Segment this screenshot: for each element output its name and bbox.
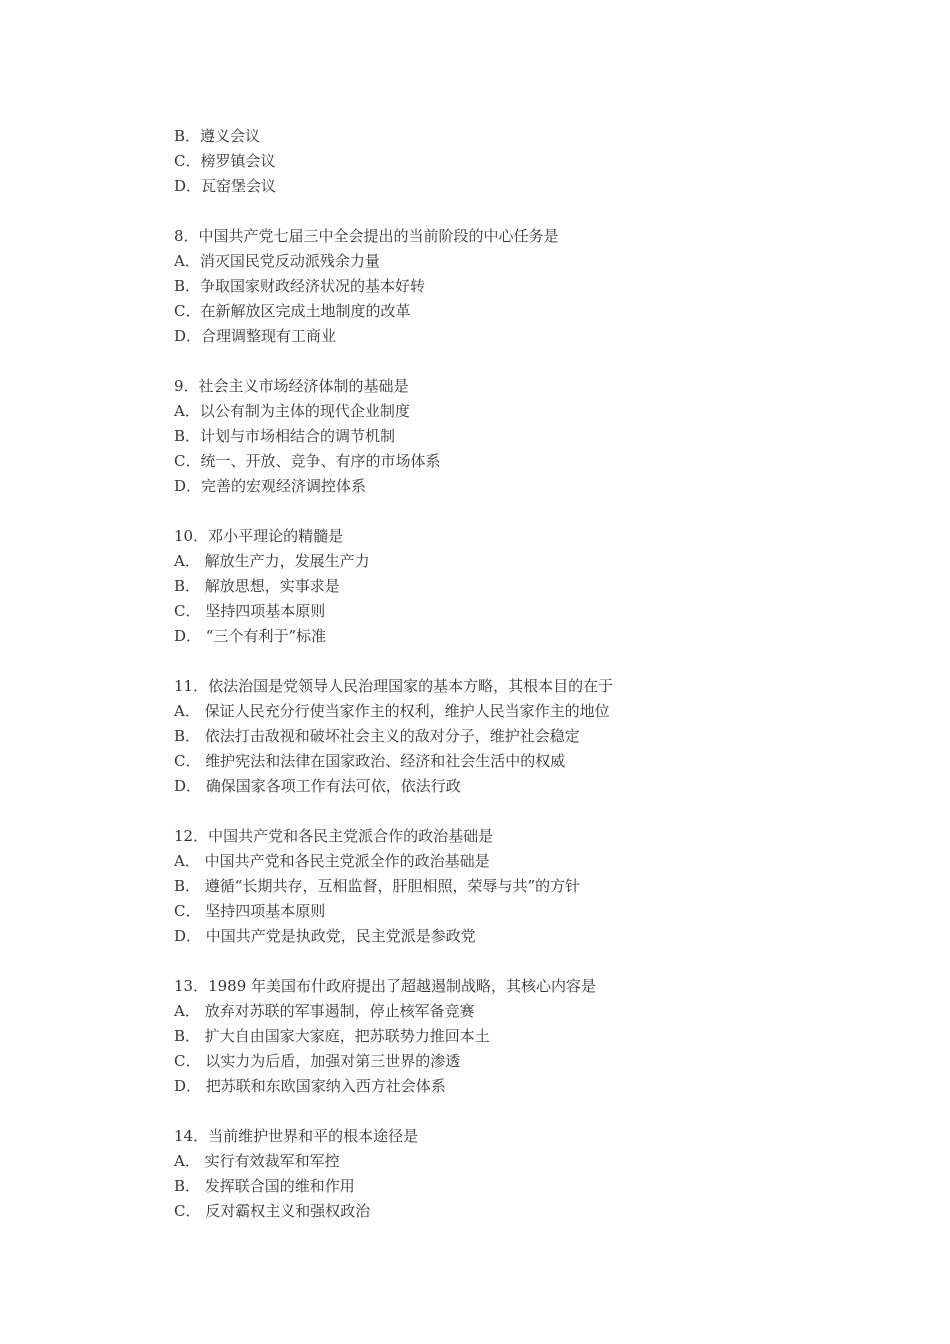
option-line: D． 中国共产党是执政党，民主党派是参政党 (174, 927, 476, 945)
question-12 (174, 824, 874, 949)
option-line: A． 保证人民充分行使当家作主的权利，维护人民当家作主的地位 (174, 702, 610, 720)
question-stem: 13．1989 年美国布什政府提出了超越遏制战略，其核心内容是 (174, 977, 597, 995)
spacer (174, 499, 874, 524)
option-line: D．合理调整现有工商业 (174, 327, 337, 345)
option-line: D． 确保国家各项工作有法可依，依法行政 (174, 777, 461, 795)
option-line: A． 中国共产党和各民主党派全作的政治基础是 (174, 852, 490, 870)
question-14 (174, 1124, 874, 1224)
option-line: D． 把苏联和东欧国家纳入西方社会体系 (174, 1077, 446, 1095)
option-line: A． 解放生产力，发展生产力 (174, 552, 370, 570)
spacer (174, 649, 874, 674)
option-line: B． 依法打击敌视和破坏社会主义的敌对分子，维护社会稳定 (174, 727, 580, 745)
question-stem: 10．邓小平理论的精髓是 (174, 527, 344, 545)
option-line: D．瓦窑堡会议 (174, 177, 277, 195)
option-line: B．争取国家财政经济状况的基本好转 (174, 277, 426, 295)
option-line: C．在新解放区完成土地制度的改革 (174, 302, 411, 320)
option-line: B．遵义会议 (174, 127, 261, 145)
option-line: C． 以实力为后盾，加强对第三世界的渗透 (174, 1052, 461, 1070)
spacer (174, 199, 874, 224)
spacer (174, 1099, 874, 1124)
option-line: B． 发挥联合国的维和作用 (174, 1177, 355, 1195)
question-stem: 8．中国共产党七届三中全会提出的当前阶段的中心任务是 (174, 227, 559, 245)
option-line: B．计划与市场相结合的调节机制 (174, 427, 396, 445)
question-10 (174, 524, 874, 649)
question-9 (174, 374, 874, 499)
question-8 (174, 224, 874, 349)
spacer (174, 949, 874, 974)
option-line: B． 遵循“长期共存，互相监督，肝胆相照，荣辱与共”的方针 (174, 877, 581, 895)
option-line: A． 实行有效裁军和军控 (174, 1152, 340, 1170)
option-line: C． 坚持四项基本原则 (174, 902, 326, 920)
question-stem: 11．依法治国是党领导人民治理国家的基本方略，其根本目的在于 (174, 677, 614, 695)
option-line: B． 解放思想，实事求是 (174, 577, 340, 595)
option-line: C．榜罗镇会议 (174, 152, 276, 170)
option-line: C．统一、开放、竞争、有序的市场体系 (174, 452, 441, 470)
question-stem: 9．社会主义市场经济体制的基础是 (174, 377, 409, 395)
option-line: A． 放弃对苏联的军事遏制，停止核军备竞赛 (174, 1002, 475, 1020)
option-line: D．完善的宏观经济调控体系 (174, 477, 367, 495)
question-13 (174, 974, 874, 1099)
question-list (174, 124, 874, 1224)
option-line: A．以公有制为主体的现代企业制度 (174, 402, 410, 420)
option-line: C． 坚持四项基本原则 (174, 602, 326, 620)
leading-options (174, 124, 874, 199)
question-11 (174, 674, 874, 799)
option-line: C． 维护宪法和法律在国家政治、经济和社会生活中的权威 (174, 752, 566, 770)
question-stem: 12．中国共产党和各民主党派合作的政治基础是 (174, 827, 494, 845)
option-line: A．消灭国民党反动派残余力量 (174, 252, 380, 270)
option-line: D． “三个有利于”标准 (174, 627, 327, 645)
question-stem: 14．当前维护世界和平的根本途径是 (174, 1127, 419, 1145)
option-line: C． 反对霸权主义和强权政治 (174, 1202, 371, 1220)
spacer (174, 349, 874, 374)
option-line: B． 扩大自由国家大家庭，把苏联势力推回本土 (174, 1027, 490, 1045)
spacer (174, 799, 874, 824)
